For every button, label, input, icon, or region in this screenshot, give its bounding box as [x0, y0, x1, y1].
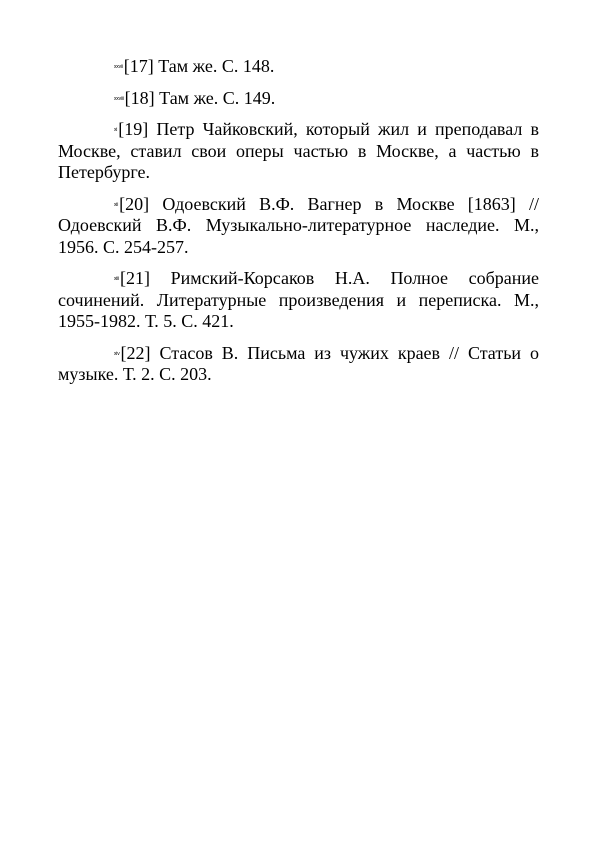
note-text: Римский-Корсаков Н.А. Полное собрание сочинений. Литературные произведения и переписка. М., 1955-1982. Т. 5. С. 421. [58, 268, 539, 331]
note-text: Там же. С. 149. [159, 87, 276, 108]
endnote-22 [58, 343, 539, 386]
endnote-20 [58, 194, 539, 259]
note-text: Там же. С. 148. [158, 56, 275, 76]
note-text: Одоевский В.Ф. Вагнер в Москве [1863] // Одоевский В.Ф. Музыкально-литературное наследие. М., 1956. С. 254-257. [58, 193, 539, 257]
note-marker: xxviii [114, 95, 124, 102]
note-marker: xxvii [114, 64, 123, 70]
note-number: [22] [120, 342, 151, 363]
note-number: [20] [119, 193, 150, 214]
endnotes-page [58, 56, 539, 396]
note-text: Стасов В. Письма из чужих краев // Статьи о музыке. Т. 2. С. 203. [58, 342, 540, 384]
endnote-19 [58, 119, 539, 184]
note-marker: xii [114, 201, 119, 208]
endnote-18 [58, 88, 539, 110]
note-number: [19] [118, 119, 149, 139]
note-number: [17] [123, 56, 154, 76]
note-marker: xiv [114, 350, 120, 357]
note-number: [18] [124, 87, 155, 108]
note-number: [21] [120, 268, 151, 288]
note-text: Петр Чайковский, который жил и преподавал в Москве, ставил свои оперы частью в Москве, а частью в Петербурге. [58, 119, 540, 182]
endnote-21 [58, 268, 539, 333]
note-marker: xiii [114, 276, 120, 282]
endnote-17 [58, 56, 539, 78]
note-marker: xi [114, 127, 118, 133]
